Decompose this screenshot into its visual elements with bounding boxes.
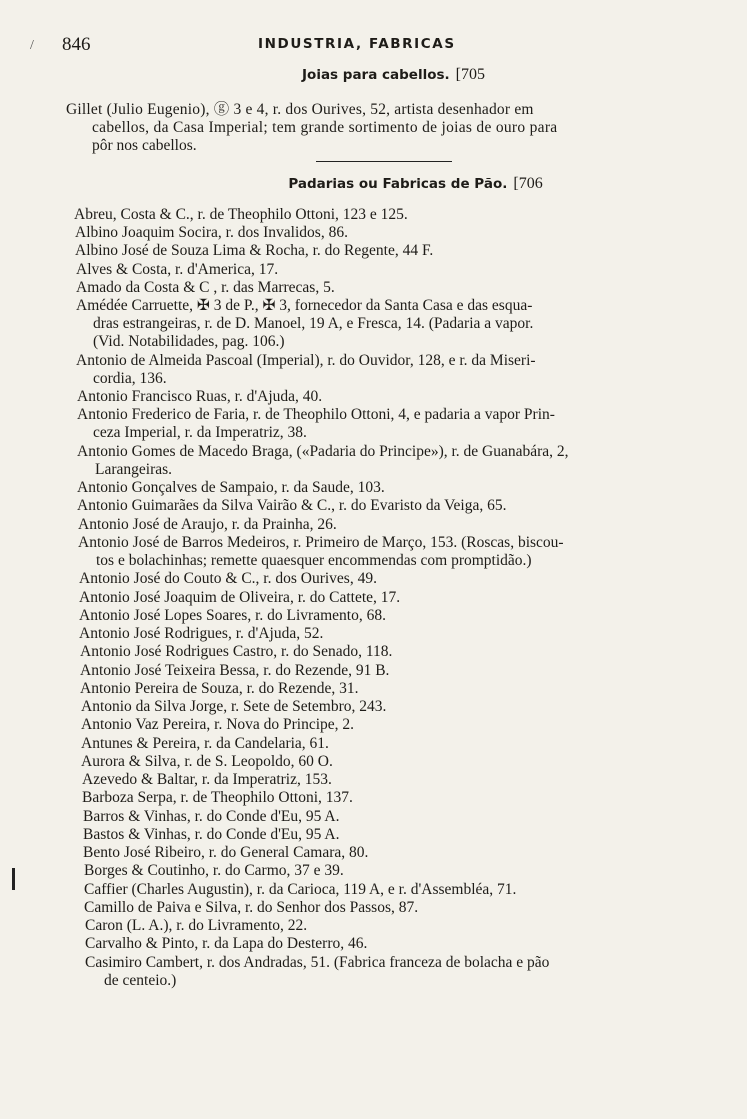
entry-line: Alves & Costa, r. d'America, 17. bbox=[76, 261, 279, 278]
entry-line: (Vid. Notabilidades, pag. 106.) bbox=[93, 333, 285, 350]
entry-line: Caron (L. A.), r. do Livramento, 22. bbox=[85, 917, 308, 934]
entry-line: dras estrangeiras, r. de D. Manoel, 19 A, e Fresca, 14. (Padaria a vapor. bbox=[93, 315, 534, 332]
entry-line: Antonio José de Araujo, r. da Prainha, 26. bbox=[78, 516, 337, 533]
entry-line: ceza Imperial, r. da Imperatriz, 38. bbox=[93, 424, 307, 441]
entry-line: Aurora & Silva, r. de S. Leopoldo, 60 O. bbox=[81, 753, 333, 770]
entry-line: tos e bolachinhas; remette quaesquer encommendas com promptidão.) bbox=[96, 552, 532, 569]
entry-line: Antonio Frederico de Faria, r. de Theophilo Ottoni, 4, e padaria a vapor Prin- bbox=[77, 406, 555, 423]
entry-line: Bastos & Vinhas, r. do Conde d'Eu, 95 A. bbox=[83, 826, 340, 843]
section-title: Joias para cabellos. bbox=[302, 67, 450, 83]
entry-line: pôr nos cabellos. bbox=[92, 137, 197, 154]
entry-line: Caffier (Charles Augustin), r. da Carioca, 119 A, e r. d'Assembléa, 71. bbox=[84, 881, 517, 898]
entry-line: Antonio Vaz Pereira, r. Nova do Principe, 2. bbox=[81, 716, 355, 733]
entry-line: cordia, 136. bbox=[93, 370, 167, 387]
entry-line: Antonio Gonçalves de Sampaio, r. da Saude, 103. bbox=[77, 479, 385, 496]
margin-slash: / bbox=[30, 38, 34, 53]
running-head: INDUSTRIA, FABRICAS bbox=[258, 36, 456, 52]
entry-line: Azevedo & Baltar, r. da Imperatriz, 153. bbox=[82, 771, 332, 788]
entry-line: Casimiro Cambert, r. dos Andradas, 51. (Fabrica franceza de bolacha e pão bbox=[85, 954, 550, 971]
entry-line: Antunes & Pereira, r. da Candelaria, 61. bbox=[81, 735, 329, 752]
entry-line: Gillet (Julio Eugenio), ⓖ 3 e 4, r. dos Ourives, 52, artista desenhador em bbox=[66, 101, 534, 118]
section-number: [705 bbox=[455, 66, 485, 83]
entry-line: Antonio Gomes de Macedo Braga, («Padaria do Principe»), r. de Guanabára, 2, bbox=[77, 443, 569, 460]
entry-line: Antonio de Almeida Pascoal (Imperial), r. do Ouvidor, 128, e r. da Miseri- bbox=[76, 352, 536, 369]
entry-line: Antonio José de Barros Medeiros, r. Primeiro de Março, 153. (Roscas, biscou- bbox=[78, 534, 564, 551]
entry-line: Amado da Costa & C , r. das Marrecas, 5. bbox=[76, 279, 335, 296]
entry-line: Antonio da Silva Jorge, r. Sete de Setembro, 243. bbox=[81, 698, 387, 715]
entry-line: Albino Joaquim Socira, r. dos Invalidos, 86. bbox=[75, 224, 348, 241]
entry-line: Barboza Serpa, r. de Theophilo Ottoni, 137. bbox=[82, 789, 353, 806]
entry-line: Borges & Coutinho, r. do Carmo, 37 e 39. bbox=[84, 862, 344, 879]
entry-line: Carvalho & Pinto, r. da Lapa do Desterro, 46. bbox=[85, 935, 368, 952]
section-heading-padarias bbox=[42, 175, 747, 193]
entry-line: Antonio Guimarães da Silva Vairão & C., r. do Evaristo da Veiga, 65. bbox=[77, 497, 507, 514]
entry-line: Amédée Carruette, ✠ 3 de P., ✠ 3, fornecedor da Santa Casa e das esqua- bbox=[76, 297, 533, 314]
entry-line: Antonio José Joaquim de Oliveira, r. do Cattete, 17. bbox=[79, 589, 401, 606]
entry-line: Antonio Pereira de Souza, r. do Rezende, 31. bbox=[80, 680, 359, 697]
entry-line: Antonio Francisco Ruas, r. d'Ajuda, 40. bbox=[77, 388, 323, 405]
entry-line: Abreu, Costa & C., r. de Theophilo Ottoni, 123 e 125. bbox=[74, 206, 408, 223]
entry-line: Camillo de Paiva e Silva, r. do Senhor dos Passos, 87. bbox=[84, 899, 419, 916]
page-header bbox=[0, 34, 747, 60]
section-heading-joias bbox=[20, 66, 747, 84]
entry-line: Antonio José Teixeira Bessa, r. do Rezende, 91 B. bbox=[80, 662, 390, 679]
entry-line: Larangeiras. bbox=[95, 461, 173, 478]
section-title: Padarias ou Fabricas de Pão. bbox=[288, 176, 508, 192]
entry-line: cabellos, da Casa Imperial; tem grande sortimento de joias de ouro para bbox=[92, 119, 558, 136]
margin-ink-mark bbox=[12, 868, 15, 890]
entry-line: Bento José Ribeiro, r. do General Camara, 80. bbox=[83, 844, 369, 861]
entry-line: Barros & Vinhas, r. do Conde d'Eu, 95 A. bbox=[83, 808, 340, 825]
entry-line: de centeio.) bbox=[104, 972, 177, 989]
entry-line: Albino José de Souza Lima & Rocha, r. do Regente, 44 F. bbox=[75, 242, 434, 259]
entry-line: Antonio José Rodrigues, r. d'Ajuda, 52. bbox=[79, 625, 324, 642]
section-number: [706 bbox=[513, 175, 543, 192]
entry-line: Antonio José Rodrigues Castro, r. do Senado, 118. bbox=[80, 643, 393, 660]
entry-line: Antonio José Lopes Soares, r. do Livramento, 68. bbox=[79, 607, 386, 624]
page-number: 846 bbox=[62, 34, 91, 55]
section-divider bbox=[316, 161, 452, 162]
entry-line: Antonio José do Couto & C., r. dos Ourives, 49. bbox=[79, 570, 377, 587]
